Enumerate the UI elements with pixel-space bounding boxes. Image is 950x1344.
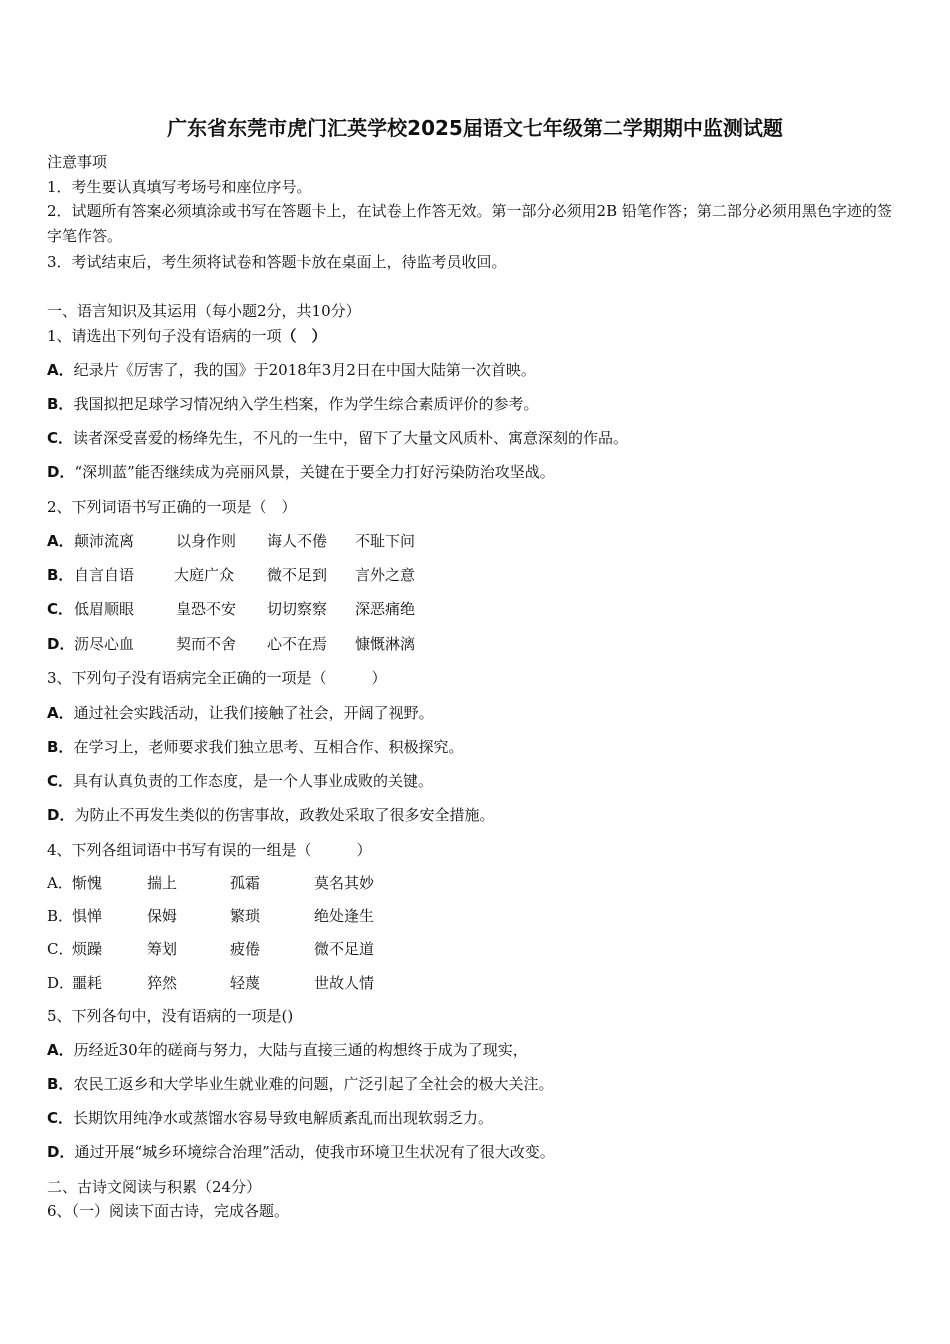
question-6-stem: 6、（一）阅读下面古诗，完成各题。 [47,1202,290,1220]
q3-option-c [47,771,433,791]
q3-option-d-letter: D． [47,806,75,824]
section-2-heading: 二、古诗文阅读与积累（24分） [47,1178,262,1196]
question-1-stem [47,326,327,346]
q2-option-a-word-2: 以身作则 [176,532,237,550]
q5-option-b-letter: B． [47,1075,74,1093]
q2-option-d-word-4: 慷慨淋漓 [355,635,416,653]
q3-option-a-text: 通过社会实践活动，让我们接触了社会，开阔了视野。 [73,704,434,722]
q5-option-a [47,1040,528,1060]
q1-option-b-text: 我国拟把足球学习情况纳入学生档案，作为学生综合素质评价的参考。 [73,395,539,413]
q2-option-d-word-1: 沥尽心血 [74,635,135,653]
note-item-2: 2．试题所有答案必须填涂或书写在答题卡上，在试卷上作答无效。第一部分必须用2B 铅笔作答；第二部分必须用黑色字迹的签字笔作答。 [47,202,892,245]
q2-option-a-letter: A． [47,532,74,550]
q5-option-d-letter: D． [47,1143,75,1161]
q2-option-b-word-1: 自言自语 [74,566,135,584]
q5-option-b [47,1074,553,1094]
q5-option-d [47,1142,555,1162]
q4-option-d-word-2: 猝然 [147,974,178,992]
page-title: 广东省东莞市虎门汇英学校2025届语文七年级第二学期期中监测试题 [167,116,783,140]
q1-option-b-letter: B． [47,395,74,413]
q5-option-c-text: 长期饮用纯净水或蒸馏水容易导致电解质紊乱而出现软弱乏力。 [73,1109,494,1127]
q1-option-c-text: 读者深受喜爱的杨绛先生，不凡的一生中，留下了大量文风质朴、寓意深刻的作品。 [73,429,629,447]
q4-option-a-word-4: 莫名其妙 [314,874,375,892]
q1-option-c-letter: C． [47,429,74,447]
q5-option-a-text: 历经近30年的磋商与努力，大陆与直接三通的构想终于成为了现实， [73,1041,528,1059]
q2-option-d-word-2: 契而不舍 [176,635,237,653]
q4-option-b-word-2: 保姆 [147,907,178,925]
q2-option-b-word-4: 言外之意 [355,566,416,584]
notes-heading: 注意事项 [47,153,108,171]
q5-option-a-letter: A． [47,1041,74,1059]
question-1-bracket: （ ） [281,327,327,345]
q4-option-a-word-3: 孤霜 [230,874,261,892]
q4-option-d-word-1: 噩耗 [72,974,103,992]
q3-option-b [47,737,463,757]
q2-option-c-letter: C． [47,600,74,618]
q4-option-c-word-2: 筹划 [147,940,178,958]
q2-option-d-letter: D． [47,635,75,653]
question-1-text: 1、请选出下列句子没有语病的一项 [47,327,282,345]
q2-option-b-letter: B． [47,566,74,584]
q3-option-d-text: 为防止不再发生类似的伤害事故，政教处采取了很多安全措施。 [74,806,495,824]
q4-option-d-letter: D． [47,974,75,992]
q4-option-b-letter: B． [47,907,74,925]
q5-option-d-text: 通过开展“城乡环境综合治理”活动，使我市环境卫生状况有了很大改变。 [74,1143,555,1161]
q4-option-b-word-4: 绝处逢生 [314,907,375,925]
q4-option-a-letter: A． [47,874,73,892]
q4-option-c-word-4: 微不足道 [314,940,375,958]
q1-option-d [47,462,555,482]
q2-option-b-word-3: 微不足到 [267,566,328,584]
q2-option-c-word-4: 深恶痛绝 [355,600,416,618]
q3-option-b-text: 在学习上，老师要求我们独立思考、互相合作、积极探究。 [73,738,464,756]
q4-option-a-word-2: 揣上 [147,874,178,892]
q5-option-c-letter: C． [47,1109,74,1127]
q3-option-a [47,703,434,723]
q1-option-b [47,394,538,414]
note-item-1: 1．考生要认真填写考场号和座位序号。 [47,178,312,196]
q3-option-a-letter: A． [47,704,74,722]
section-1-heading: 一、语言知识及其运用（每小题2分，共10分） [47,302,361,320]
q2-option-c-word-2: 皇恐不安 [176,600,237,618]
q1-option-d-text: “深圳蓝”能否继续成为亮丽风景，关键在于要全力打好污染防治攻坚战。 [74,463,555,481]
q1-option-a-text: 纪录片《厉害了，我的国》于2018年3月2日在中国大陆第一次首映。 [73,361,536,379]
q1-option-d-letter: D． [47,463,75,481]
question-5-stem: 5、下列各句中，没有语病的一项是() [47,1007,294,1025]
q5-option-b-text: 农民工返乡和大学毕业生就业难的问题，广泛引起了全社会的极大关注。 [73,1075,554,1093]
q5-option-c [47,1108,493,1128]
q4-option-c-word-1: 烦躁 [72,940,103,958]
q3-option-b-letter: B． [47,738,74,756]
q1-option-c [47,428,628,448]
q2-option-a-word-3: 诲人不倦 [267,532,328,550]
q1-option-a [47,360,536,380]
q4-option-d-word-4: 世故人情 [314,974,375,992]
q2-option-c-word-3: 切切察察 [267,600,328,618]
q4-option-b-word-1: 惧惮 [72,907,103,925]
q4-option-c-letter: C． [47,940,74,958]
q3-option-c-letter: C． [47,772,74,790]
question-2-stem: 2、下列词语书写正确的一项是（ ） [47,498,297,516]
q4-option-c-word-3: 疲倦 [230,940,261,958]
q2-option-a-word-1: 颠沛流离 [74,532,135,550]
question-4-stem: 4、下列各组词语中书写有误的一组是（ ） [47,841,372,859]
q2-option-d-word-3: 心不在焉 [267,635,328,653]
q1-option-a-letter: A． [47,361,74,379]
note-item-3: 3．考试结束后，考生须将试卷和答题卡放在桌面上，待监考员收回。 [47,253,507,271]
q4-option-d-word-3: 轻蔑 [230,974,261,992]
q2-option-b-word-2: 大庭广众 [174,566,235,584]
q2-option-a-word-4: 不耻下问 [355,532,416,550]
q4-option-a-word-1: 惭愧 [72,874,103,892]
q4-option-b-word-3: 繁琐 [230,907,261,925]
q2-option-c-word-1: 低眉顺眼 [74,600,135,618]
q3-option-c-text: 具有认真负责的工作态度，是一个人事业成败的关键。 [73,772,434,790]
question-3-stem: 3、下列句子没有语病完全正确的一项是（ ） [47,669,387,687]
q3-option-d [47,805,494,825]
